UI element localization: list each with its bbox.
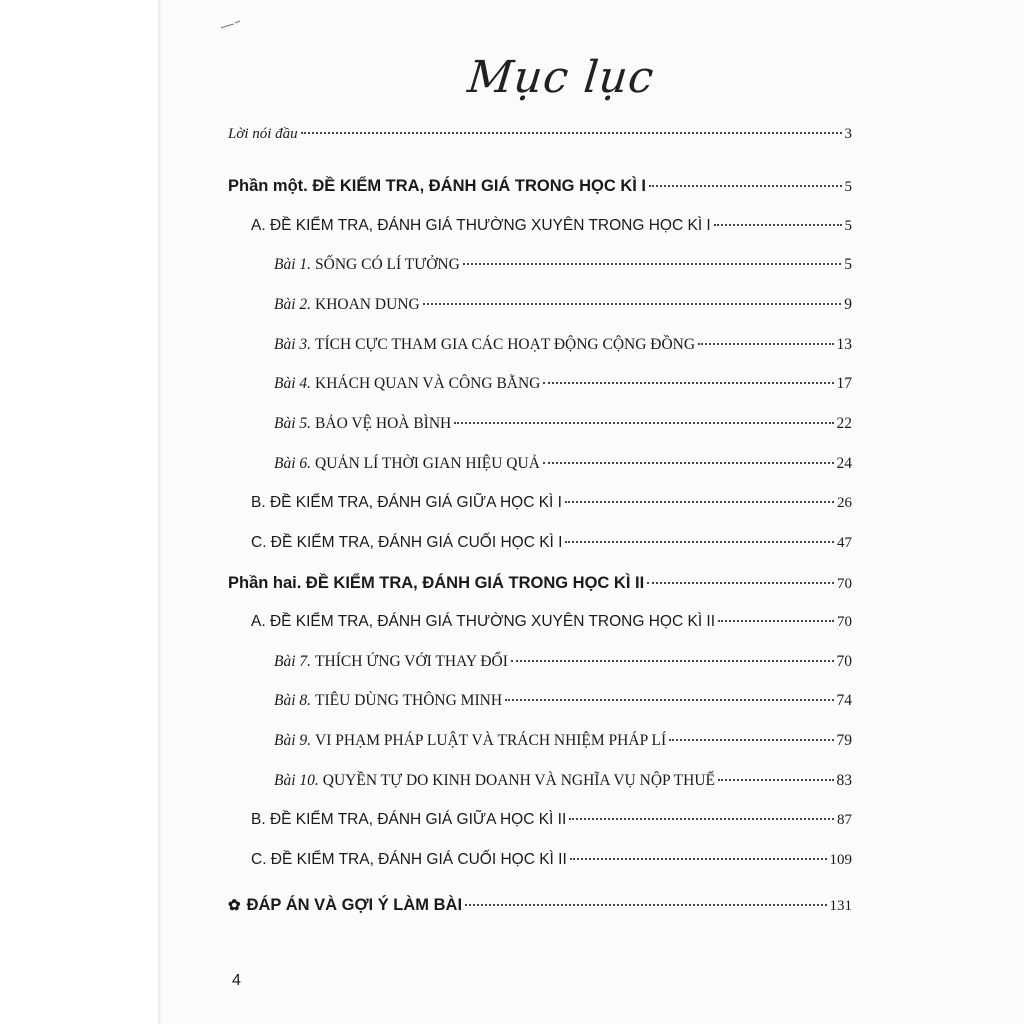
toc-page-number: 70	[836, 653, 852, 670]
toc-page-number: 79	[836, 732, 852, 749]
toc-page-number: 131	[829, 898, 852, 914]
toc-entry-label	[251, 811, 566, 829]
toc-entry-label	[251, 534, 562, 552]
lesson-prefix: Bài 1.	[274, 256, 312, 273]
toc-entry-label	[274, 256, 460, 274]
toc-entry[interactable]	[274, 296, 852, 320]
dot-leader	[669, 739, 833, 741]
toc-page-number: 47	[837, 535, 852, 551]
toc-page-number: 5	[844, 218, 852, 234]
entry-title: KHOAN DUNG	[315, 296, 420, 313]
toc-entry-label	[274, 772, 715, 790]
dot-leader	[511, 660, 834, 662]
toc-page-number: 24	[836, 455, 852, 472]
entry-title: A. ĐỀ KIỂM TRA, ĐÁNH GIÁ THƯỜNG XUYÊN TRONG HỌC KÌ I	[251, 217, 711, 234]
toc-page-number: 3	[844, 126, 852, 142]
toc-entry-label	[274, 732, 666, 750]
toc-entry-label	[228, 177, 646, 196]
toc-page-number: 17	[836, 375, 852, 392]
entry-title: THÍCH ỨNG VỚI THAY ĐỔI	[315, 653, 508, 670]
toc-entry-label	[251, 613, 715, 631]
toc-entry-label	[274, 692, 502, 710]
toc-entry-label	[274, 375, 540, 393]
dot-leader	[505, 699, 833, 701]
toc-page-number: 13	[836, 336, 852, 353]
toc-page-number: 70	[837, 576, 852, 592]
toc-entry[interactable]	[274, 415, 852, 439]
dot-leader	[565, 501, 834, 503]
toc-entry[interactable]	[274, 375, 852, 399]
toc-entry[interactable]	[228, 574, 852, 598]
toc-entry-label	[251, 851, 567, 869]
entry-title: A. ĐỀ KIỂM TRA, ĐÁNH GIÁ THƯỜNG XUYÊN TRONG HỌC KÌ II	[251, 613, 716, 630]
lesson-prefix: Bài 3.	[274, 336, 312, 353]
toc-page-number: 9	[844, 296, 852, 313]
toc-page-number: 109	[829, 852, 852, 868]
dot-leader	[718, 620, 834, 622]
dot-leader	[301, 132, 842, 134]
toc-entry[interactable]	[251, 217, 852, 241]
dot-leader	[714, 224, 842, 226]
entry-title: BẢO VỆ HOÀ BÌNH	[315, 415, 452, 432]
entry-title: SỐNG CÓ LÍ TƯỞNG	[315, 256, 460, 273]
toc-entry[interactable]	[274, 772, 852, 796]
toc-entry-label	[274, 296, 420, 314]
dot-leader	[570, 858, 827, 860]
entry-title: Phần hai. ĐỀ KIỂM TRA, ĐÁNH GIÁ TRONG HỌC KÌ II	[228, 574, 645, 592]
toc-entry[interactable]	[274, 336, 852, 360]
toc-entry[interactable]	[251, 494, 852, 518]
toc-page-number: 5	[844, 256, 852, 273]
page-number: 4	[232, 972, 241, 989]
entry-title: B. ĐỀ KIỂM TRA, ĐÁNH GIÁ GIỮA HỌC KÌ II	[251, 811, 567, 828]
lesson-prefix: Bài 6.	[274, 455, 312, 472]
dot-leader	[423, 303, 842, 305]
toc-page-number: 5	[844, 179, 852, 195]
dot-leader	[543, 462, 834, 464]
dot-leader	[698, 343, 833, 345]
entry-title: VI PHẠM PHÁP LUẬT VÀ TRÁCH NHIỆM PHÁP LÍ	[315, 732, 667, 749]
toc-entry-intro[interactable]	[228, 126, 852, 150]
lesson-prefix: Bài 10.	[274, 772, 319, 789]
entry-title: QUẢN LÍ THỜI GIAN HIỆU QUẢ	[315, 455, 540, 472]
entry-title: B. ĐỀ KIỂM TRA, ĐÁNH GIÁ GIỮA HỌC KÌ I	[251, 494, 562, 511]
dot-leader	[565, 541, 834, 543]
answers-label: ĐÁP ÁN VÀ GỢI Ý LÀM BÀI	[246, 896, 463, 914]
entry-title: C. ĐỀ KIỂM TRA, ĐÁNH GIÁ CUỐI HỌC KÌ I	[251, 534, 563, 551]
toc-entry-label	[228, 896, 462, 915]
toc-entry[interactable]	[274, 692, 852, 716]
toc-entry[interactable]	[274, 653, 852, 677]
toc-entry[interactable]	[274, 455, 852, 479]
entry-title: QUYỀN TỰ DO KINH DOANH VÀ NGHĨA VỤ NỘP THUẾ	[322, 772, 715, 789]
toc-entry-label	[274, 336, 695, 354]
dot-leader	[454, 422, 833, 424]
dot-leader	[649, 185, 841, 187]
toc-entry-label	[251, 217, 711, 235]
toc-entry-label: Lời nói đầu	[228, 126, 298, 142]
dot-leader	[465, 904, 826, 906]
dot-leader	[569, 818, 834, 820]
entry-title: Phần một. ĐỀ KIỂM TRA, ĐÁNH GIÁ TRONG HỌC KÌ I	[228, 177, 647, 195]
toc-page-number: 22	[836, 415, 852, 432]
entry-title: C. ĐỀ KIỂM TRA, ĐÁNH GIÁ CUỐI HỌC KÌ II	[251, 851, 567, 868]
lesson-prefix: Bài 5.	[274, 415, 312, 432]
entry-title: KHÁCH QUAN VÀ CÔNG BẰNG	[315, 375, 541, 392]
entry-title: TÍCH CỰC THAM GIA CÁC HOẠT ĐỘNG CỘNG ĐỒNG	[315, 336, 696, 353]
entry-title: TIÊU DÙNG THÔNG MINH	[315, 692, 503, 709]
dot-leader	[543, 382, 833, 384]
toc-entry[interactable]	[251, 613, 852, 637]
toc-page-number: 83	[836, 772, 852, 789]
toc-entry[interactable]	[251, 851, 852, 875]
page-title: Mục lục	[465, 52, 657, 103]
lesson-prefix: Bài 2.	[274, 296, 312, 313]
toc-entry[interactable]	[228, 177, 852, 201]
toc-entry[interactable]	[274, 256, 852, 280]
dot-leader	[647, 582, 834, 584]
toc-page-number: 74	[836, 692, 852, 709]
toc-entry[interactable]	[251, 534, 852, 558]
toc-entry[interactable]	[251, 811, 852, 835]
toc-page-number: 26	[837, 495, 852, 511]
lesson-prefix: Bài 4.	[274, 375, 312, 392]
toc-entry-label	[228, 574, 644, 593]
flower-icon: ✿	[228, 897, 241, 914]
toc-entry[interactable]	[274, 732, 852, 756]
toc-entry-label	[274, 455, 540, 473]
lesson-prefix: Bài 7.	[274, 653, 312, 670]
toc-entry-label	[251, 494, 562, 512]
dot-leader	[718, 779, 834, 781]
toc-page-number: 87	[837, 812, 852, 828]
toc-entry-label	[274, 653, 508, 671]
lesson-prefix: Bài 8.	[274, 692, 312, 709]
lesson-prefix: Bài 9.	[274, 732, 312, 749]
toc-page-number: 70	[837, 614, 852, 630]
dot-leader	[463, 263, 841, 265]
toc-entry-label	[274, 415, 451, 433]
toc-entry-answers[interactable]	[228, 896, 852, 920]
